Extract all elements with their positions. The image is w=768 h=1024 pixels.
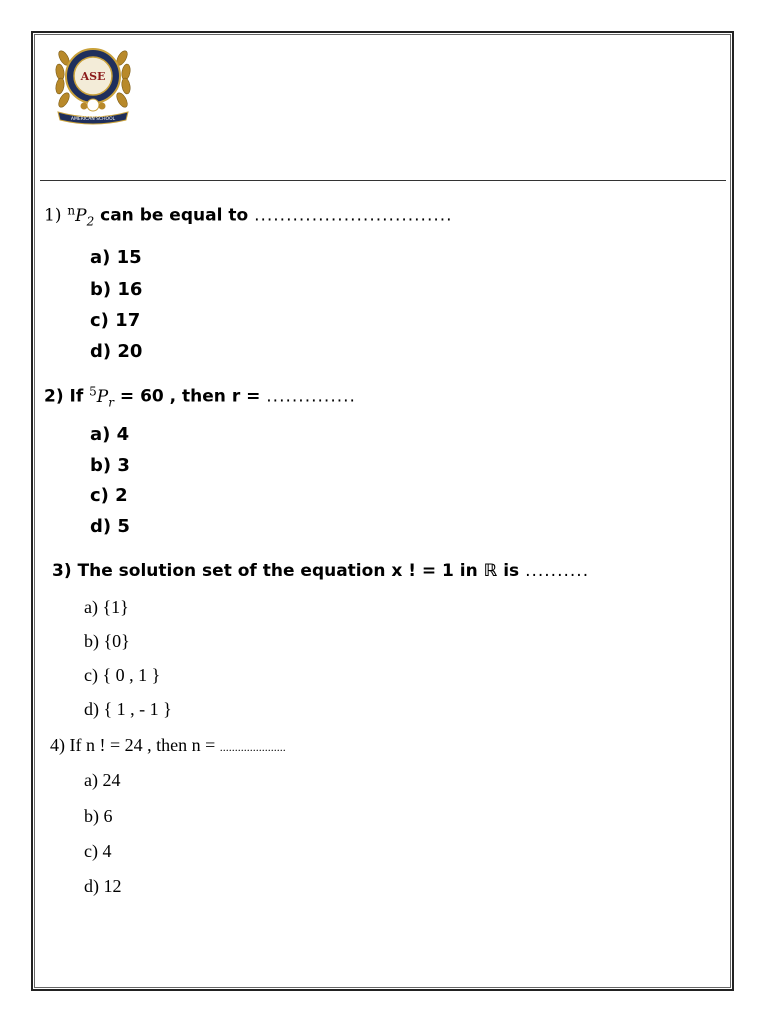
question-4-blank: ...................... (219, 740, 286, 754)
question-4-option-a: a) 24 (84, 770, 121, 790)
question-1-blank: ............................... (254, 205, 453, 226)
question-3 (52, 561, 589, 581)
header-divider (40, 180, 726, 181)
question-1-option-d: d) 20 (90, 341, 143, 362)
question-2-math: $^5P_r$ (89, 384, 114, 410)
question-3-option-b: b) {0} (84, 631, 130, 651)
question-3-option-d: d) { 1 , - 1 } (84, 699, 172, 719)
question-2-option-c: c) 2 (90, 485, 128, 506)
question-1-number: 1) (44, 205, 62, 226)
question-2-blank: .............. (266, 386, 356, 407)
question-1-option-b: b) 16 (90, 279, 143, 300)
question-2-option-b: b) 3 (90, 455, 130, 476)
question-2-text: = 60 , then r = (114, 386, 267, 407)
question-2-number: 2) If (44, 386, 90, 407)
svg-text:AMERICAN SCHOOL: AMERICAN SCHOOL (70, 117, 116, 122)
question-1 (44, 203, 453, 228)
question-2-option-d: d) 5 (90, 516, 130, 537)
question-1-option-a: a) 15 (90, 247, 142, 268)
question-1-option-c: c) 17 (90, 310, 141, 331)
question-3-text: 3) The solution set of the equation x ! = 1 in ℝ is (52, 561, 526, 581)
question-1-math: $^nP_2$ (67, 203, 95, 229)
question-2-option-a: a) 4 (90, 424, 130, 445)
question-1-text: can be equal to (94, 205, 255, 226)
page-border (31, 31, 734, 991)
question-2 (44, 384, 356, 409)
question-4-option-b: b) 6 (84, 806, 113, 826)
question-4 (50, 735, 286, 756)
question-3-option-a: a) {1} (84, 597, 129, 617)
question-4-option-c: c) 4 (84, 841, 112, 861)
school-crest-logo (52, 38, 134, 126)
svg-text:ASE: ASE (80, 70, 106, 83)
question-3-option-c: c) { 0 , 1 } (84, 665, 161, 685)
question-4-option-d: d) 12 (84, 876, 122, 896)
question-3-blank: .......... (525, 561, 590, 581)
question-4-text: 4) If n ! = 24 , then n = (50, 735, 220, 755)
